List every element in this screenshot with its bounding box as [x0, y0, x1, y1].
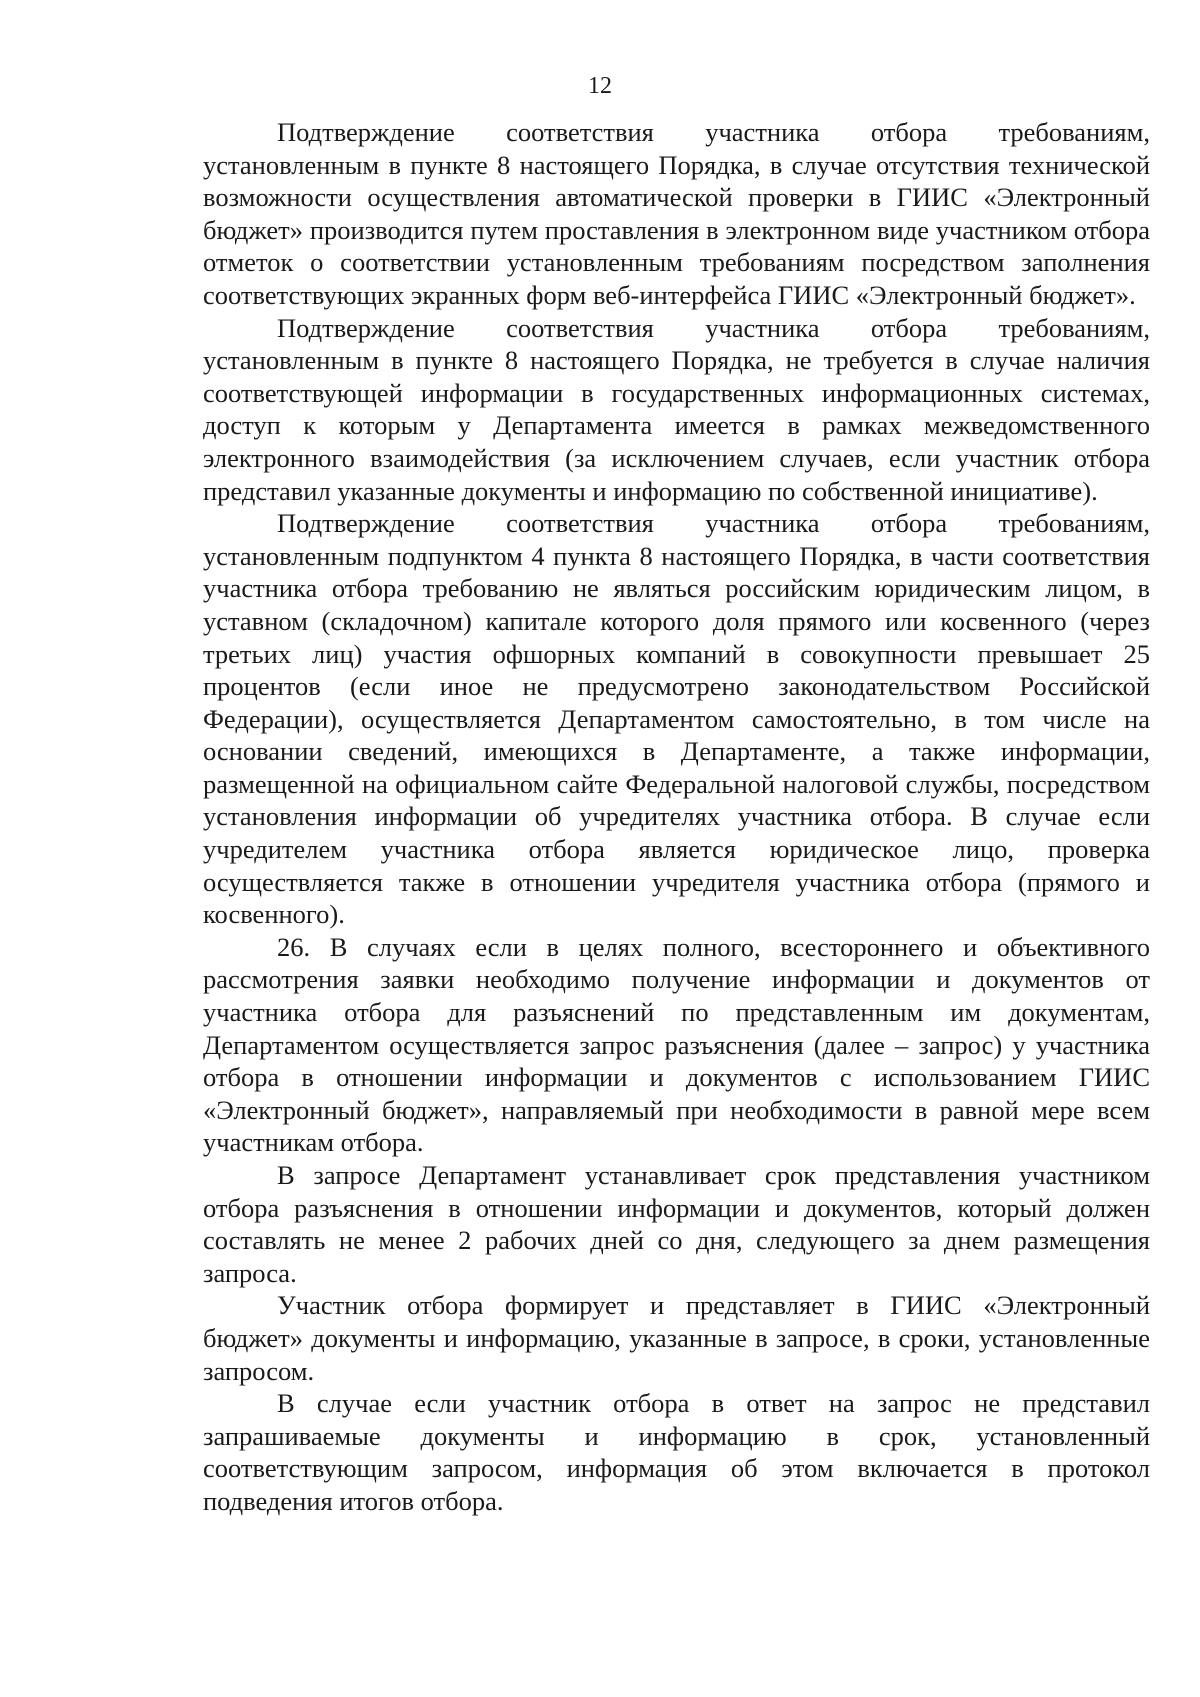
paragraph-confirmation-manual: Подтверждение соответствия участника отбора требованиям, установленным в пункте 8 настоящего Порядка, в случае отсутствия технической возможности осуществления автоматической проверки в ГИИС «Электронный бюджет» производится путем проставления в электронном виде участником отбора отметок о соответствии установленным требованиям посредством заполнения соответствующих экранных форм веб-интерфейса ГИИС «Электронный бюджет». — [203, 117, 1150, 310]
page-number: 12 — [588, 73, 612, 99]
paragraph-item-26: 26. В случаях если в целях полного, всестороннего и объективного рассмотрения заявки необходимо получение информации и документов от участника отбора для разъяснений по представленным им документам, Департаментом осуществляется запрос разъяснения (далее – запрос) у участника отбора в отношении информации и документов с использованием ГИИС «Электронный бюджет», направляемый при необходимости в равной мере всем участникам отбора. — [203, 931, 1150, 1158]
paragraph-confirmation-not-required: Подтверждение соответствия участника отбора требованиям, установленным в пункте 8 настоящего Порядка, не требуется в случае наличия соответствующей информации в государственных информационных системах, доступ к которым у Департамента имеется в рамках межведомственного электронного взаимодействия (за исключением случаев, если участник отбора представил указанные документы и информацию по собственной инициативе). — [203, 312, 1150, 506]
document-body — [203, 116, 1150, 1518]
paragraph-request-deadline: В запросе Департамент устанавливает срок представления участником отбора разъяснения в отношении информации и документов, который должен составлять не менее 2 рабочих дней со дня, следующего за днем размещения запроса. — [203, 1160, 1150, 1288]
paragraph-no-response: В случае если участник отбора в ответ на запрос не представил запрашиваемые документы и информацию в срок, установленный соответствующим запросом, информация об этом включается в протокол подведения итогов отбора. — [203, 1388, 1150, 1516]
paragraph-participant-response: Участник отбора формирует и представляет в ГИИС «Электронный бюджет» документы и информацию, указанные в запросе, в сроки, установленные запросом. — [203, 1290, 1150, 1386]
paragraph-confirmation-offshore: Подтверждение соответствия участника отбора требованиям, установленным подпунктом 4 пункта 8 настоящего Порядка, в части соответствия участника отбора требованию не являться российским юридическим лицом, в уставном (складочном) капитале которого доля прямого или косвенного (через третьих лиц) участия офшорных компаний в совокупности превышает 25 процентов (если иное не предусмотрено законодательством Российской Федерации), осуществляется Департаментом самостоятельно, в том числе на основании сведений, имеющихся в Департаменте, а также информации, размещенной на официальном сайте Федеральной налоговой службы, посредством установления информации об учредителях участника отбора. В случае если учредителем участника отбора является юридическое лицо, проверка осуществляется также в отношении учредителя участника отбора (прямого и косвенного). — [203, 508, 1150, 930]
